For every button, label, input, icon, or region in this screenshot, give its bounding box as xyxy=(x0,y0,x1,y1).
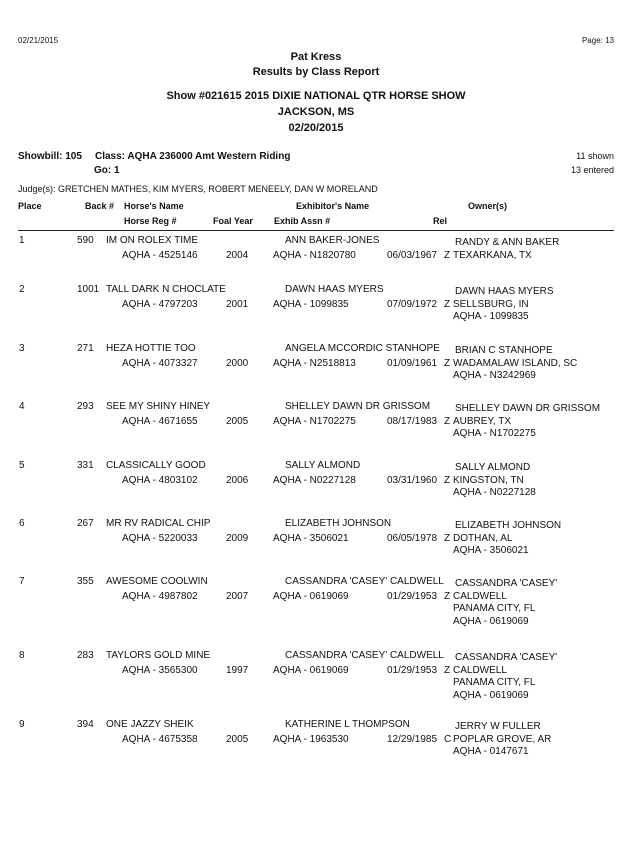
horse-name: TALL DARK N CHOCLATE xyxy=(106,284,226,295)
report-date: 02/21/2015 xyxy=(18,36,59,45)
owner-line: DAWN HAAS MYERS xyxy=(455,286,554,297)
back-number: 331 xyxy=(77,460,94,471)
exhibitor-name: ELIZABETH JOHNSON xyxy=(285,518,392,529)
exhibitor-dob: 06/05/1978 xyxy=(387,533,438,544)
place: 2 xyxy=(19,284,25,295)
exhibitor-name: CASSANDRA 'CASEY' CALDWELL xyxy=(285,576,444,587)
entered-count: 13 entered xyxy=(570,165,614,175)
owner-block xyxy=(453,652,557,702)
back-number: 283 xyxy=(77,650,94,661)
owner-line: DOTHAN, AL xyxy=(453,532,513,544)
owner-line: CALDWELL xyxy=(453,590,507,602)
horse-reg: AQHA - 4803102 xyxy=(122,475,198,486)
col-exhib-assn: Exhib Assn # xyxy=(274,216,331,226)
relationship-code: C xyxy=(444,734,452,745)
judges-line: Judge(s): GRETCHEN MATHES, KIM MYERS, ROBERT MENEELY, DAN W MORELAND xyxy=(18,184,378,194)
owner-line: PANAMA CITY, FL xyxy=(453,677,536,688)
owner-line: KINGSTON, TN xyxy=(453,474,524,486)
owner-line: CASSANDRA 'CASEY' xyxy=(455,652,558,663)
exhibitor-name: SALLY ALMOND xyxy=(285,460,361,471)
exhibitor-assn: AQHA - N1702275 xyxy=(273,416,356,427)
foal-year: 1997 xyxy=(226,665,249,676)
back-number: 267 xyxy=(77,518,94,529)
col-horse-name: Horse's Name xyxy=(124,201,184,211)
result-row xyxy=(0,460,632,520)
exhibitor-name: DAWN HAAS MYERS xyxy=(285,284,384,295)
exhibitor-assn: AQHA - 1099835 xyxy=(273,299,349,310)
place: 4 xyxy=(19,401,25,412)
horse-name: AWESOME COOLWIN xyxy=(106,576,208,587)
report-title: Results by Class Report xyxy=(252,66,380,78)
show-title: Show #021615 2015 DIXIE NATIONAL QTR HORSE SHOW xyxy=(166,90,466,102)
exhibitor-assn: AQHA - N0227128 xyxy=(273,475,356,486)
horse-reg: AQHA - 4797203 xyxy=(122,299,198,310)
foal-year: 2007 xyxy=(226,591,249,602)
place: 1 xyxy=(19,235,25,246)
horse-reg: AQHA - 4073327 xyxy=(122,358,198,369)
go-number: Go: 1 xyxy=(94,165,120,176)
owner-line: WADAMALAW ISLAND, SC xyxy=(453,357,578,369)
owner-line: CASSANDRA 'CASEY' xyxy=(455,578,558,589)
owner-block xyxy=(453,520,561,558)
show-date: 02/20/2015 xyxy=(288,122,344,134)
owner-line: ELIZABETH JOHNSON xyxy=(455,520,562,531)
exhibitor-name: KATHERINE L THOMPSON xyxy=(285,719,410,730)
showbill-number: Showbill: 105 xyxy=(18,151,82,162)
col-exhibitor: Exhibitor's Name xyxy=(296,201,370,211)
owner-line: AQHA - 1099835 xyxy=(453,311,529,322)
relationship-code: Z xyxy=(444,533,451,544)
exhibitor-name: SHELLEY DAWN DR GRISSOM xyxy=(285,401,431,412)
relationship-code: Z xyxy=(444,299,451,310)
owner-line: CALDWELL xyxy=(453,664,507,676)
owner-block xyxy=(453,403,600,441)
col-foal-year: Foal Year xyxy=(213,216,253,226)
horse-reg: AQHA - 3565300 xyxy=(122,665,198,676)
exhibitor-name: ANN BAKER-JONES xyxy=(285,235,380,246)
exhibitor-assn: AQHA - 0619069 xyxy=(273,591,349,602)
foal-year: 2000 xyxy=(226,358,249,369)
back-number: 293 xyxy=(77,401,94,412)
owner-line: POPLAR GROVE, AR xyxy=(453,733,552,745)
owner-line: PANAMA CITY, FL xyxy=(453,603,536,614)
owner-block xyxy=(453,286,554,324)
result-row xyxy=(0,518,632,578)
horse-name: TAYLORS GOLD MINE xyxy=(106,650,211,661)
owner-line: AQHA - N0227128 xyxy=(453,487,536,498)
relationship-code: Z xyxy=(444,358,451,369)
owner-block xyxy=(453,462,536,500)
owner-block xyxy=(453,721,551,759)
owner-line: SHELLEY DAWN DR GRISSOM xyxy=(455,403,601,414)
horse-reg: AQHA - 4525146 xyxy=(122,250,198,261)
exhibitor-assn: AQHA - 1963530 xyxy=(273,734,349,745)
horse-name: MR RV RADICAL CHIP xyxy=(106,518,211,529)
header-divider xyxy=(18,230,614,231)
horse-reg: AQHA - 4671655 xyxy=(122,416,198,427)
show-location: JACKSON, MS xyxy=(277,106,355,118)
horse-name: HEZA HOTTIE TOO xyxy=(106,343,196,354)
exhibitor-dob: 03/31/1960 xyxy=(387,475,438,486)
owner-line: AQHA - 0619069 xyxy=(453,615,529,627)
exhibitor-name: ANGELA MCCORDIC STANHOPE xyxy=(285,343,440,354)
exhibitor-dob: 01/29/1953 xyxy=(387,591,438,602)
place: 6 xyxy=(19,518,25,529)
back-number: 271 xyxy=(77,343,94,354)
col-owner: Owner(s) xyxy=(468,201,508,211)
horse-name: IM ON ROLEX TIME xyxy=(106,235,199,246)
foal-year: 2005 xyxy=(226,416,249,427)
result-row xyxy=(0,650,632,710)
owner-line: RANDY & ANN BAKER xyxy=(455,237,560,248)
exhibitor-assn: AQHA - N2518813 xyxy=(273,358,356,369)
owner-line: SALLY ALMOND xyxy=(455,462,531,473)
back-number: 355 xyxy=(77,576,94,587)
place: 8 xyxy=(19,650,25,661)
foal-year: 2004 xyxy=(226,250,249,261)
horse-name: SEE MY SHINY HINEY xyxy=(106,401,211,412)
foal-year: 2005 xyxy=(226,734,249,745)
place: 3 xyxy=(19,343,25,354)
exhibitor-dob: 07/09/1972 xyxy=(387,299,438,310)
page-number: Page: 13 xyxy=(581,36,614,45)
shown-count: 11 shown xyxy=(576,151,614,161)
relationship-code: Z xyxy=(444,250,451,261)
owner-block xyxy=(453,237,559,262)
relationship-code: Z xyxy=(444,475,451,486)
relationship-code: Z xyxy=(444,591,451,602)
horse-reg: AQHA - 4987802 xyxy=(122,591,198,602)
owner-line: AQHA - N3242969 xyxy=(453,370,536,381)
class-name: Class: AQHA 236000 Amt Western Riding xyxy=(95,151,291,162)
result-row xyxy=(0,576,632,636)
result-row xyxy=(0,401,632,461)
owner-line: AUBREY, TX xyxy=(453,415,511,427)
foal-year: 2001 xyxy=(226,299,249,310)
owner-line: AQHA - 0147671 xyxy=(453,746,529,757)
relationship-code: Z xyxy=(444,416,451,427)
place: 7 xyxy=(19,576,25,587)
back-number: 394 xyxy=(77,719,94,730)
owner-line: JERRY W FULLER xyxy=(455,721,541,732)
back-number: 590 xyxy=(77,235,94,246)
exhibitor-name: CASSANDRA 'CASEY' CALDWELL xyxy=(285,650,444,661)
exhibitor-dob: 08/17/1983 xyxy=(387,416,438,427)
exhibitor-dob: 01/09/1961 xyxy=(387,358,438,369)
col-rel: Rel xyxy=(433,216,448,226)
report-author: Pat Kress xyxy=(290,51,342,63)
place: 9 xyxy=(19,719,25,730)
horse-name: ONE JAZZY SHEIK xyxy=(106,719,194,730)
owner-block xyxy=(453,345,577,383)
exhibitor-assn: AQHA - 0619069 xyxy=(273,665,349,676)
owner-line: AQHA - 3506021 xyxy=(453,545,529,556)
exhibitor-dob: 06/03/1967 xyxy=(387,250,438,261)
foal-year: 2009 xyxy=(226,533,249,544)
owner-line: SELLSBURG, IN xyxy=(453,298,529,310)
result-row xyxy=(0,719,632,779)
result-row xyxy=(0,284,632,344)
back-number: 1001 xyxy=(77,284,100,295)
horse-reg: AQHA - 5220033 xyxy=(122,533,198,544)
result-row xyxy=(0,343,632,403)
owner-line: AQHA - N1702275 xyxy=(453,428,536,439)
owner-block xyxy=(453,578,557,628)
owner-line: TEXARKANA, TX xyxy=(453,249,532,261)
col-horse-reg: Horse Reg # xyxy=(124,216,177,226)
owner-line: BRIAN C STANHOPE xyxy=(455,345,553,356)
exhibitor-assn: AQHA - 3506021 xyxy=(273,533,349,544)
foal-year: 2006 xyxy=(226,475,249,486)
place: 5 xyxy=(19,460,25,471)
exhibitor-dob: 12/29/1985 xyxy=(387,734,438,745)
col-place: Place xyxy=(18,201,42,211)
owner-line: AQHA - 0619069 xyxy=(453,689,529,701)
exhibitor-dob: 01/29/1953 xyxy=(387,665,438,676)
col-back: Back # xyxy=(85,201,115,211)
relationship-code: Z xyxy=(444,665,451,676)
exhibitor-assn: AQHA - N1820780 xyxy=(273,250,356,261)
horse-name: CLASSICALLY GOOD xyxy=(106,460,206,471)
horse-reg: AQHA - 4675358 xyxy=(122,734,198,745)
